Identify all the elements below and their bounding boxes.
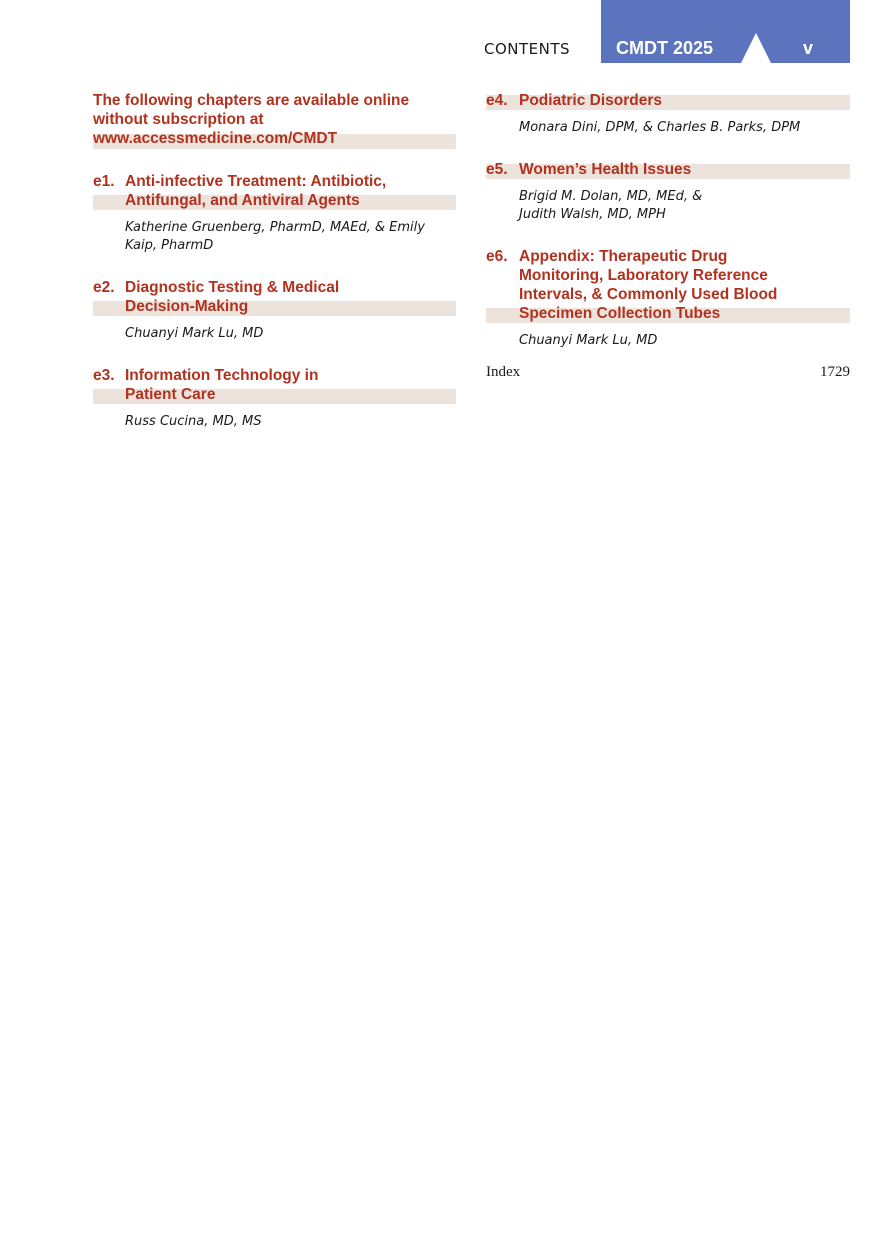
- chapter-title: Information Technology in Patient Care: [125, 367, 319, 403]
- chapter-title: Appendix: Therapeutic Drug Monitoring, Laboratory Reference Intervals, & Commonly Used Blood Specimen Collection Tubes: [519, 248, 778, 322]
- chapter-heading[interactable]: [486, 160, 850, 179]
- chapter-title: Diagnostic Testing & Medical Decision-Making: [125, 279, 340, 315]
- chapter-authors: Katherine Gruenberg, PharmD, MAEd, & Emily Kaip, PharmD: [125, 220, 425, 253]
- chapter-entry: [486, 247, 850, 350]
- chapter-heading[interactable]: [93, 278, 456, 316]
- index-entry[interactable]: [486, 364, 850, 381]
- chapter-authors: Brigid M. Dolan, MD, MEd, & Judith Walsh, MD, MPH: [519, 189, 703, 222]
- chapter-number: e3.: [93, 367, 115, 384]
- chapter-heading[interactable]: [93, 172, 456, 210]
- chapter-heading[interactable]: [486, 91, 850, 110]
- chapter-title: Podiatric Disorders: [519, 92, 662, 109]
- chapter-entry: [486, 160, 850, 224]
- chapter-entry: [93, 172, 456, 255]
- online-chapters-note: The following chapters are available online without subscription at www.accessmedicine.com/CMDT: [93, 91, 456, 149]
- chapter-authors: Monara Dini, DPM, & Charles B. Parks, DPM: [519, 120, 801, 135]
- book-title: CMDT 2025: [616, 38, 714, 58]
- chapter-authors: Chuanyi Mark Lu, MD: [519, 333, 658, 348]
- chapter-title: Women’s Health Issues: [519, 161, 692, 178]
- chapter-number: e1.: [93, 173, 115, 190]
- right-column: [486, 91, 850, 381]
- chapter-title: Anti-infective Treatment: Antibiotic, Antifungal, and Antiviral Agents: [125, 173, 387, 209]
- chapter-heading[interactable]: [486, 247, 850, 323]
- page-number: v: [803, 38, 814, 58]
- triangle-icon: [741, 33, 771, 63]
- chapter-number: e4.: [486, 92, 508, 109]
- chapter-entry: [486, 91, 850, 137]
- index-page-number: 1729: [820, 364, 850, 380]
- running-head: CONTENTS: [484, 40, 571, 58]
- left-column: [93, 91, 456, 431]
- chapter-number: e2.: [93, 279, 115, 296]
- chapter-entry: [93, 366, 456, 431]
- chapter-number: e5.: [486, 161, 508, 178]
- chapter-authors: Russ Cucina, MD, MS: [125, 414, 262, 429]
- chapter-number: e6.: [486, 248, 508, 265]
- chapter-entry: [93, 278, 456, 343]
- index-label: Index: [486, 364, 521, 380]
- chapter-authors: Chuanyi Mark Lu, MD: [125, 326, 264, 341]
- header-banner: [601, 0, 850, 63]
- chapter-heading[interactable]: [93, 366, 456, 404]
